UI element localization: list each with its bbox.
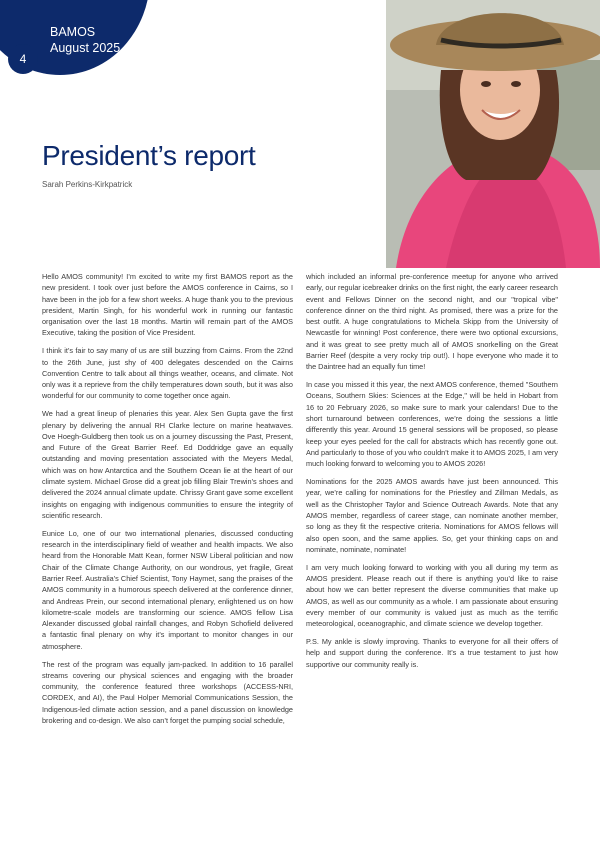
paragraph: The rest of the program was equally jam-packed. In addition to 16 parallel streams covering our physical sciences and engaging with the broader community, the conference featured three workshops (ACCESS-NRI, CORDEX, and AI), the Paul Holper Memorial Communications Session, the Indigenous-led climate action session, and a panel discussion on knowledge brokering and co-design. We also can’t forget the pumping social schedule, — [42, 659, 293, 725]
article-author: Sarah Perkins-Kirkpatrick — [42, 180, 133, 189]
paragraph: which included an informal pre-conference meetup for anyone who arrived early, our regular icebreaker drinks on the first night, the early career research event and Fellows Dinner on the second night, and our "tropical vibe" conference dinner on the third night. As promised, there was a prize for the best outfit. A huge congratulations to Michela Skipp from the University of Newcastle for winning! Post conference, there were two optional excursions, and it was great to see pretty much all of AMOS snorkelling on the Great Barrier Reef (despite a very rocky trip out!). I hope everyone who made it to the Daintree had an equally fun time! — [306, 272, 558, 372]
issue-date: August 2025 — [50, 41, 121, 55]
paragraph: Eunice Lo, one of our two international plenaries, discussed conducting research in the interdisciplinary field of weather and health impacts. We also heard from the Honorable Matt Kean, former NSW Liberal politician and now Chair of the Climate Change Authority, on our wondrous, yet fragile, Great Barrier Reef. Australia’s Chief Scientist, Tony Haymet, sang the praises of the AMOS community in a humorous speech delivered at the conference dinner, and Andreas Prein, our second international plenary, enlightened us on how kilometre-scale models are transforming our science. AMOS fellow Lisa Alexander discussed global rainfall changes, and Robyn Schofield delivered a fantastic final plenary on why it’s important to monitor changes in our atmosphere. — [42, 528, 293, 651]
paragraph: Nominations for the 2025 AMOS awards have just been announced. This year, we’re calling for nominations for the Priestley and Zillman Medals, as well as the Christopher Taylor and Science Outreach Awards. Note that any AMOS member, regardless of career stage, can nominate another member, so long as they fit the respective criteria. Nominations for AMOS fellows will also open soon, and the same applies. So, get your thinking caps on and nominate, nominate, nominate! — [306, 477, 558, 554]
article-column-right — [306, 271, 558, 676]
article-column-left — [42, 271, 293, 733]
header-block — [50, 24, 120, 56]
paragraph: In case you missed it this year, the next AMOS conference, themed "Southern Oceans, Southern Skies: Sciences at the Edge," will be held in Hobart from 16 to 20 February 2026, so make sure to mark your calendars! Due to the short turnaround between conferences, we’re doing the sessions a little differently this year. Around 15 general sessions will be proposed, so please keep your eyes peeled for the call for abstracts which has recently gone out. And particularly to those of you who couldn’t make it to AMOS 2025, I am very much looking forward to welcoming you to AMOS 2026! — [306, 380, 558, 469]
publication-name: BAMOS — [50, 25, 96, 39]
paragraph: Hello AMOS community! I’m excited to write my first BAMOS report as the new president. I took over just before the AMOS conference in Cairns, so I have been in the job for a few short weeks. A huge thank you to the previous president, Martin Singh, for his wonderful work in running our fantastic organisation over the last 18 months. Martin will remain part of the AMOS Executive, taking the position of Vice President. — [42, 272, 293, 338]
page-number: 4 — [8, 44, 38, 74]
portrait-photo-icon — [386, 0, 600, 268]
paragraph: I am very much looking forward to working with you all during my term as AMOS president. Please reach out if there is anything you’d like to raise about how we can better represent the diverse communities that make up AMOS, as well as our community as a whole. I am passionate about ensuring every member of our community is valued just as much as the terrific meteorological, oceanographic, and climate science we develop together. — [306, 562, 558, 629]
paragraph: I think it’s fair to say many of us are still buzzing from Cairns. From the 22nd to the 26th June, just shy of 400 delegates descended on the Cairns Convention Centre to talk about all things weather, oceans, and climate. Not only was it a reprieve from the chilly temperatures down south, but it was also wonderful for our community to come together once again. — [42, 346, 293, 401]
page-title: President’s report — [42, 140, 256, 171]
paragraph: P.S. My ankle is slowly improving. Thanks to everyone for all their offers of help and support during the conference. It’s a true testament to just how supportive our community really is. — [306, 636, 558, 669]
paragraph: We had a great lineup of plenaries this year. Alex Sen Gupta gave the first plenary by delivering the annual RH Clarke lecture on marine heatwaves. Ove Hoegh-Guldberg then took us on a journey discussing the Past, Present, and Future of the Great Barrier Reef. Ed Doddridge gave an equally outstanding and moving presentation associated with the Meyers Medal, which was on how Antarctica and the Southern Ocean lie at the heart of our climate system. Michael Grose did a great job filling Blair Trewin’s shoes and delivered the 2024 annual climate update. Chrissy Grant gave some excellent insights on engaging with indigenous communities to ensure the integrity of scientific research. — [42, 409, 293, 520]
